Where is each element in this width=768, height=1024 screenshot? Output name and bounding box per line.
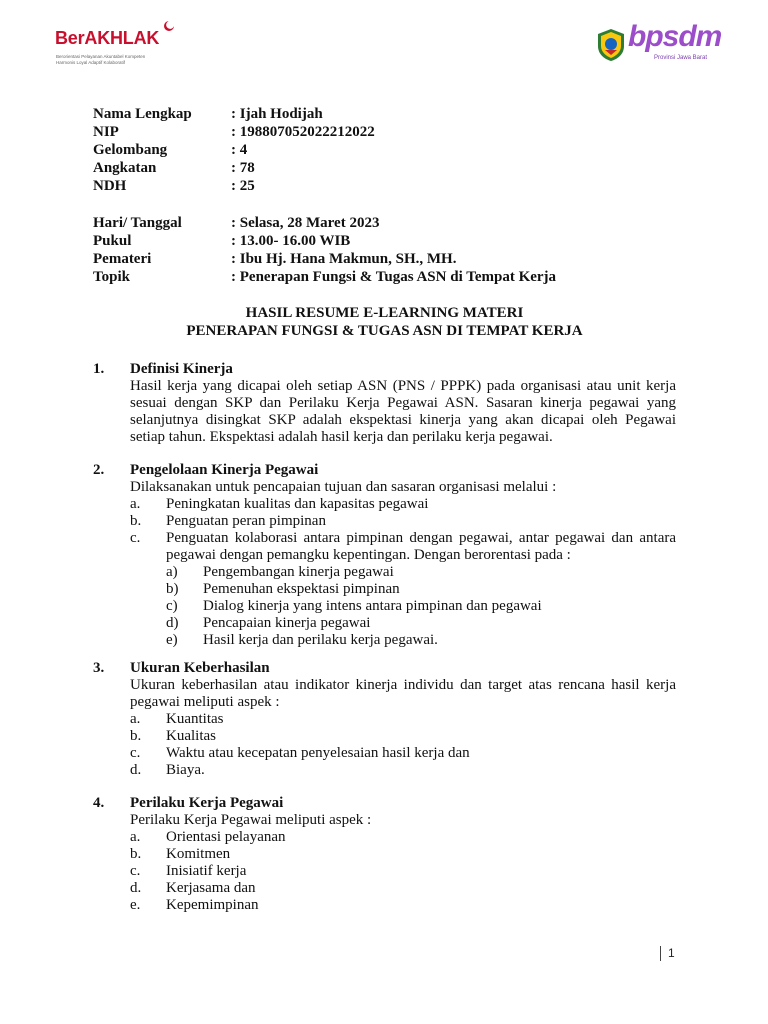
list-item: a. Peningkatan kualitas dan kapasitas pegawai xyxy=(130,496,429,512)
list-item: d. Biaya. xyxy=(130,762,205,778)
list-item: a. Orientasi pelayanan xyxy=(130,829,286,845)
berakhlak-wordmark: BerAKHLAK xyxy=(55,28,160,48)
list-item: a. Kuantitas xyxy=(130,711,224,727)
document-subtitle: PENERAPAN FUNGSI & TUGAS ASN DI TEMPAT KERJA xyxy=(186,323,583,339)
list-item: b. Komitmen xyxy=(130,846,231,862)
list-item: c. Penguatan kolaborasi antara pimpinan dengan pegawai, antar pegawai dan antara pegawai dengan pemangku kepentingan. Dengan berorentasi pada : xyxy=(130,530,676,563)
page-number: 1 xyxy=(660,946,675,961)
jawa-barat-emblem-icon xyxy=(596,28,626,62)
list-item: e. Kepemimpinan xyxy=(130,897,259,913)
identity-row: Nama Lengkap : Ijah Hodijah xyxy=(93,106,323,122)
list-item: c. Inisiatif kerja xyxy=(130,863,247,879)
section-paragraph: Hasil kerja yang dicapai oleh setiap ASN (PNS / PPPK) pada organisasi atau unit kerja sesuai dengan SKP dan Perilaku Kerja Pegawai ASN. Sasaran kinerja pegawai yang selanjutnya disingkat SKP adalah ekspektasi kinerja yang akan dicapai oleh Pegawai setiap tahun. Ekspektasi adalah hasil kerja dan perilaku kerja pegawai. xyxy=(130,378,676,445)
sub-list-item: a) Pengembangan kinerja pegawai xyxy=(166,564,394,580)
berakhlak-tagline: Berorientasi Pelayanan Akuntabel Kompeten Harmonis Loyal Adaptif Kolaboratif xyxy=(56,54,146,65)
section-ukuran-keberhasilan xyxy=(93,660,676,779)
section-definisi-kinerja xyxy=(93,361,676,446)
section-title: 1. Definisi Kinerja xyxy=(93,361,233,377)
crescent-icon xyxy=(164,21,174,31)
section-title: 2. Pengelolaan Kinerja Pegawai xyxy=(93,462,319,478)
page-number-divider xyxy=(660,946,661,961)
sub-list-item: b) Pemenuhan ekspektasi pimpinan xyxy=(166,581,400,597)
berakhlak-logo xyxy=(52,18,182,66)
identity-row: Gelombang : 4 xyxy=(93,142,248,158)
list-item: d. Kerjasama dan xyxy=(130,880,256,896)
identity-row: NIP : 198807052022212022 xyxy=(93,124,375,140)
section-title: 3. Ukuran Keberhasilan xyxy=(93,660,270,676)
section-pengelolaan-kinerja xyxy=(93,462,676,649)
bpsdm-subtitle: Provinsi Jawa Barat xyxy=(654,55,708,61)
identity-row: Angkatan : 78 xyxy=(93,160,255,176)
session-row: Pemateri : Ibu Hj. Hana Makmun, SH., MH. xyxy=(93,251,457,267)
section-paragraph: Perilaku Kerja Pegawai meliputi aspek : xyxy=(130,812,372,828)
session-block xyxy=(93,214,556,286)
list-item: c. Waktu atau kecepatan penyelesaian hasil kerja dan xyxy=(130,745,470,761)
section-perilaku-kerja xyxy=(93,795,676,914)
list-item: b. Penguatan peran pimpinan xyxy=(130,513,326,529)
section-title: 4. Perilaku Kerja Pegawai xyxy=(93,795,284,811)
section-paragraph: Dilaksanakan untuk pencapaian tujuan dan sasaran organisasi melalui : xyxy=(130,479,557,495)
sub-list-item: e) Hasil kerja dan perilaku kerja pegawai. xyxy=(166,632,438,648)
session-row: Topik : Penerapan Fungsi & Tugas ASN di Tempat Kerja xyxy=(93,269,557,285)
document-title: HASIL RESUME E-LEARNING MATERI xyxy=(245,305,524,321)
list-item: b. Kualitas xyxy=(130,728,216,744)
session-row: Pukul : 13.00- 16.00 WIB xyxy=(93,233,351,249)
session-row: Hari/ Tanggal : Selasa, 28 Maret 2023 xyxy=(93,215,380,231)
bpsdm-wordmark: bpsdm xyxy=(628,20,722,53)
identity-block xyxy=(93,105,375,195)
sub-list-item: c) Dialog kinerja yang intens antara pimpinan dan pegawai xyxy=(166,598,542,614)
sub-list-item: d) Pencapaian kinerja pegawai xyxy=(166,615,371,631)
bpsdm-logo xyxy=(596,20,722,70)
identity-row: NDH : 25 xyxy=(93,178,255,194)
section-paragraph: Ukuran keberhasilan atau indikator kinerja individu dan target atas rencana hasil kerja pegawai meliputi aspek : xyxy=(130,677,676,710)
